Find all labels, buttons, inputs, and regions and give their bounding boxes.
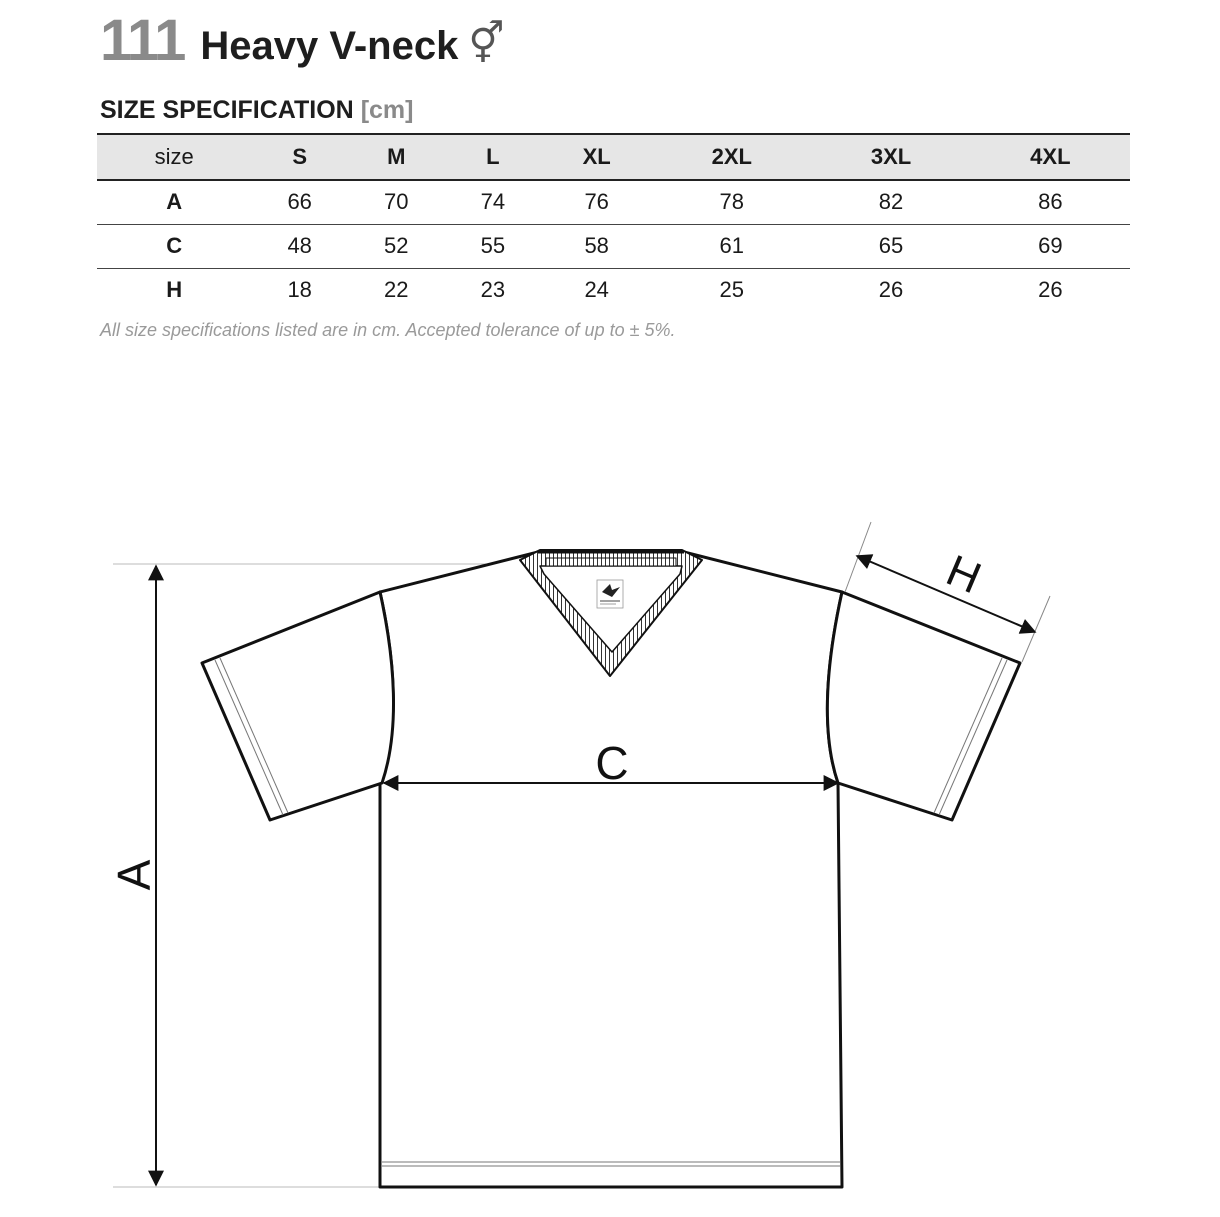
table-cell: 82 bbox=[878, 189, 904, 215]
table-cell: 26 bbox=[971, 268, 1130, 312]
table-cell: 86 bbox=[1038, 189, 1063, 215]
table-cell: 70 bbox=[384, 189, 409, 215]
spec-heading-unit: [cm] bbox=[360, 96, 414, 124]
row-label: C bbox=[97, 224, 251, 268]
column-header: 2XL bbox=[652, 134, 811, 180]
column-header: M bbox=[348, 134, 445, 180]
brand-label-icon bbox=[597, 580, 623, 608]
row-label: H bbox=[97, 268, 251, 312]
table-cell: 26 bbox=[811, 268, 970, 312]
left-sleeve bbox=[202, 592, 394, 820]
product-title: Heavy V-neck bbox=[200, 24, 459, 68]
column-header: S bbox=[251, 134, 348, 180]
column-header: size bbox=[97, 134, 251, 180]
column-header: L bbox=[445, 134, 542, 180]
column-header: 3XL bbox=[811, 134, 970, 180]
spec-heading-text: SIZE SPECIFICATION bbox=[100, 96, 354, 124]
table-cell: 78 bbox=[719, 189, 745, 215]
table-cell: 23 bbox=[445, 268, 542, 312]
table-cell: 52 bbox=[348, 224, 445, 268]
table-cell: 18 bbox=[251, 268, 348, 312]
table-cell: 66 bbox=[287, 189, 312, 215]
dimension-h-label: H bbox=[939, 545, 988, 604]
dimension-a-label: A bbox=[108, 859, 160, 891]
dimension-c-label: C bbox=[595, 737, 629, 789]
table-cell: 48 bbox=[251, 224, 348, 268]
table-cell: 58 bbox=[541, 224, 652, 268]
table-cell: 55 bbox=[445, 224, 542, 268]
tolerance-note: All size specifications listed are in cm. Accepted tolerance of up to ± 5%. bbox=[100, 320, 676, 340]
column-header: 4XL bbox=[971, 134, 1130, 180]
product-code: 111 bbox=[100, 8, 185, 73]
back-neck-tape bbox=[546, 558, 676, 566]
table-cell: 65 bbox=[811, 224, 970, 268]
table-cell: 74 bbox=[480, 189, 506, 215]
table-cell: 69 bbox=[971, 224, 1130, 268]
row-label: A bbox=[166, 189, 183, 215]
column-header: XL bbox=[541, 134, 652, 180]
unisex-icon: ⚥ bbox=[468, 21, 505, 67]
table-cell: 25 bbox=[652, 268, 811, 312]
right-sleeve bbox=[827, 592, 1020, 820]
table-cell: 61 bbox=[652, 224, 811, 268]
table-cell: 24 bbox=[541, 268, 652, 312]
table-cell: 76 bbox=[584, 189, 609, 215]
table-cell: 22 bbox=[348, 268, 445, 312]
